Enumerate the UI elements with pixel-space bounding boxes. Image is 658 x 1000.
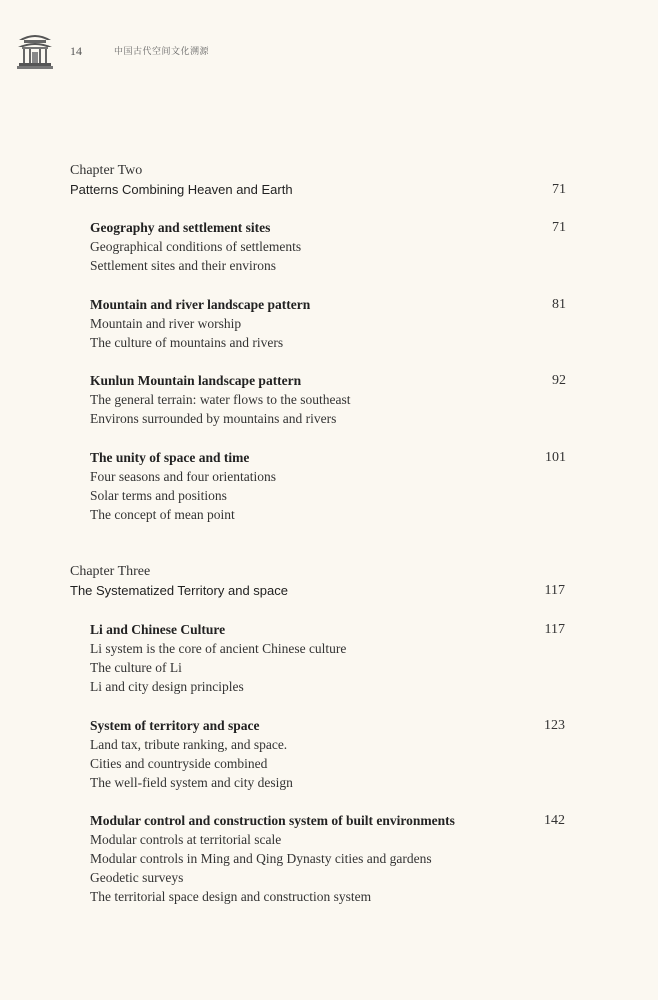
section-title-row[interactable]: [0, 718, 658, 738]
page-header: [0, 0, 658, 80]
page-ref: 117: [544, 583, 565, 598]
page-ref: 117: [544, 622, 565, 637]
chapter-title: The Systematized Territory and space: [70, 583, 288, 598]
toc-item: Environs surrounded by mountains and rivers: [90, 411, 337, 426]
chapter-title-row[interactable]: [0, 182, 658, 202]
page-ref: 81: [552, 297, 566, 312]
toc-item: Li and city design principles: [90, 679, 244, 694]
page-ref: 71: [552, 220, 566, 235]
section-title: The unity of space and time: [90, 450, 250, 465]
chapter-label: Chapter Two: [70, 163, 143, 178]
section-title: Modular control and construction system of built environments: [90, 813, 455, 828]
toc-item: Geographical conditions of settlements: [90, 239, 302, 254]
toc-item: Modular controls in Ming and Qing Dynasty cities and gardens: [90, 851, 432, 866]
toc-item: Cities and countryside combined: [90, 756, 268, 771]
section-title-row[interactable]: [0, 373, 658, 393]
section-title-row[interactable]: [0, 622, 658, 642]
toc-item: Mountain and river worship: [90, 316, 242, 331]
pavilion-emblem-icon: [16, 28, 54, 72]
toc-item: Li system is the core of ancient Chinese culture: [90, 641, 347, 656]
page-ref: 71: [552, 182, 566, 197]
section-title-row[interactable]: [0, 297, 658, 317]
page-number: 14: [70, 44, 82, 58]
section-title-row[interactable]: [0, 813, 658, 833]
toc-item: Land tax, tribute ranking, and space.: [90, 737, 288, 752]
toc-item: Modular controls at territorial scale: [90, 832, 282, 847]
chapter-label: Chapter Three: [70, 564, 151, 579]
section-title-row[interactable]: [0, 220, 658, 240]
toc-item: The culture of mountains and rivers: [90, 335, 284, 350]
section-title: Geography and settlement sites: [90, 220, 271, 235]
chapter-title: Patterns Combining Heaven and Earth: [70, 182, 293, 197]
toc-item: The concept of mean point: [90, 507, 235, 522]
running-title: 中国古代空间文化溯源: [114, 47, 210, 57]
toc-item: Four seasons and four orientations: [90, 469, 276, 484]
page-ref: 142: [544, 813, 565, 828]
page-ref: 101: [545, 450, 566, 465]
toc-item: The territorial space design and construction system: [90, 889, 372, 904]
section-title: Kunlun Mountain landscape pattern: [90, 373, 302, 388]
section-title: System of territory and space: [90, 718, 260, 733]
toc-item: The general terrain: water flows to the southeast: [90, 392, 351, 407]
toc-item: Geodetic surveys: [90, 870, 184, 885]
toc-item: The culture of Li: [90, 660, 182, 675]
toc-item: Solar terms and positions: [90, 488, 227, 503]
chapter-title-row[interactable]: [0, 583, 658, 603]
section-title: Li and Chinese Culture: [90, 622, 226, 637]
section-title: Mountain and river landscape pattern: [90, 297, 311, 312]
page-ref: 123: [544, 718, 565, 733]
toc-item: The well-field system and city design: [90, 775, 293, 790]
page-ref: 92: [552, 373, 566, 388]
section-title-row[interactable]: [0, 450, 658, 470]
toc-item: Settlement sites and their environs: [90, 258, 276, 273]
